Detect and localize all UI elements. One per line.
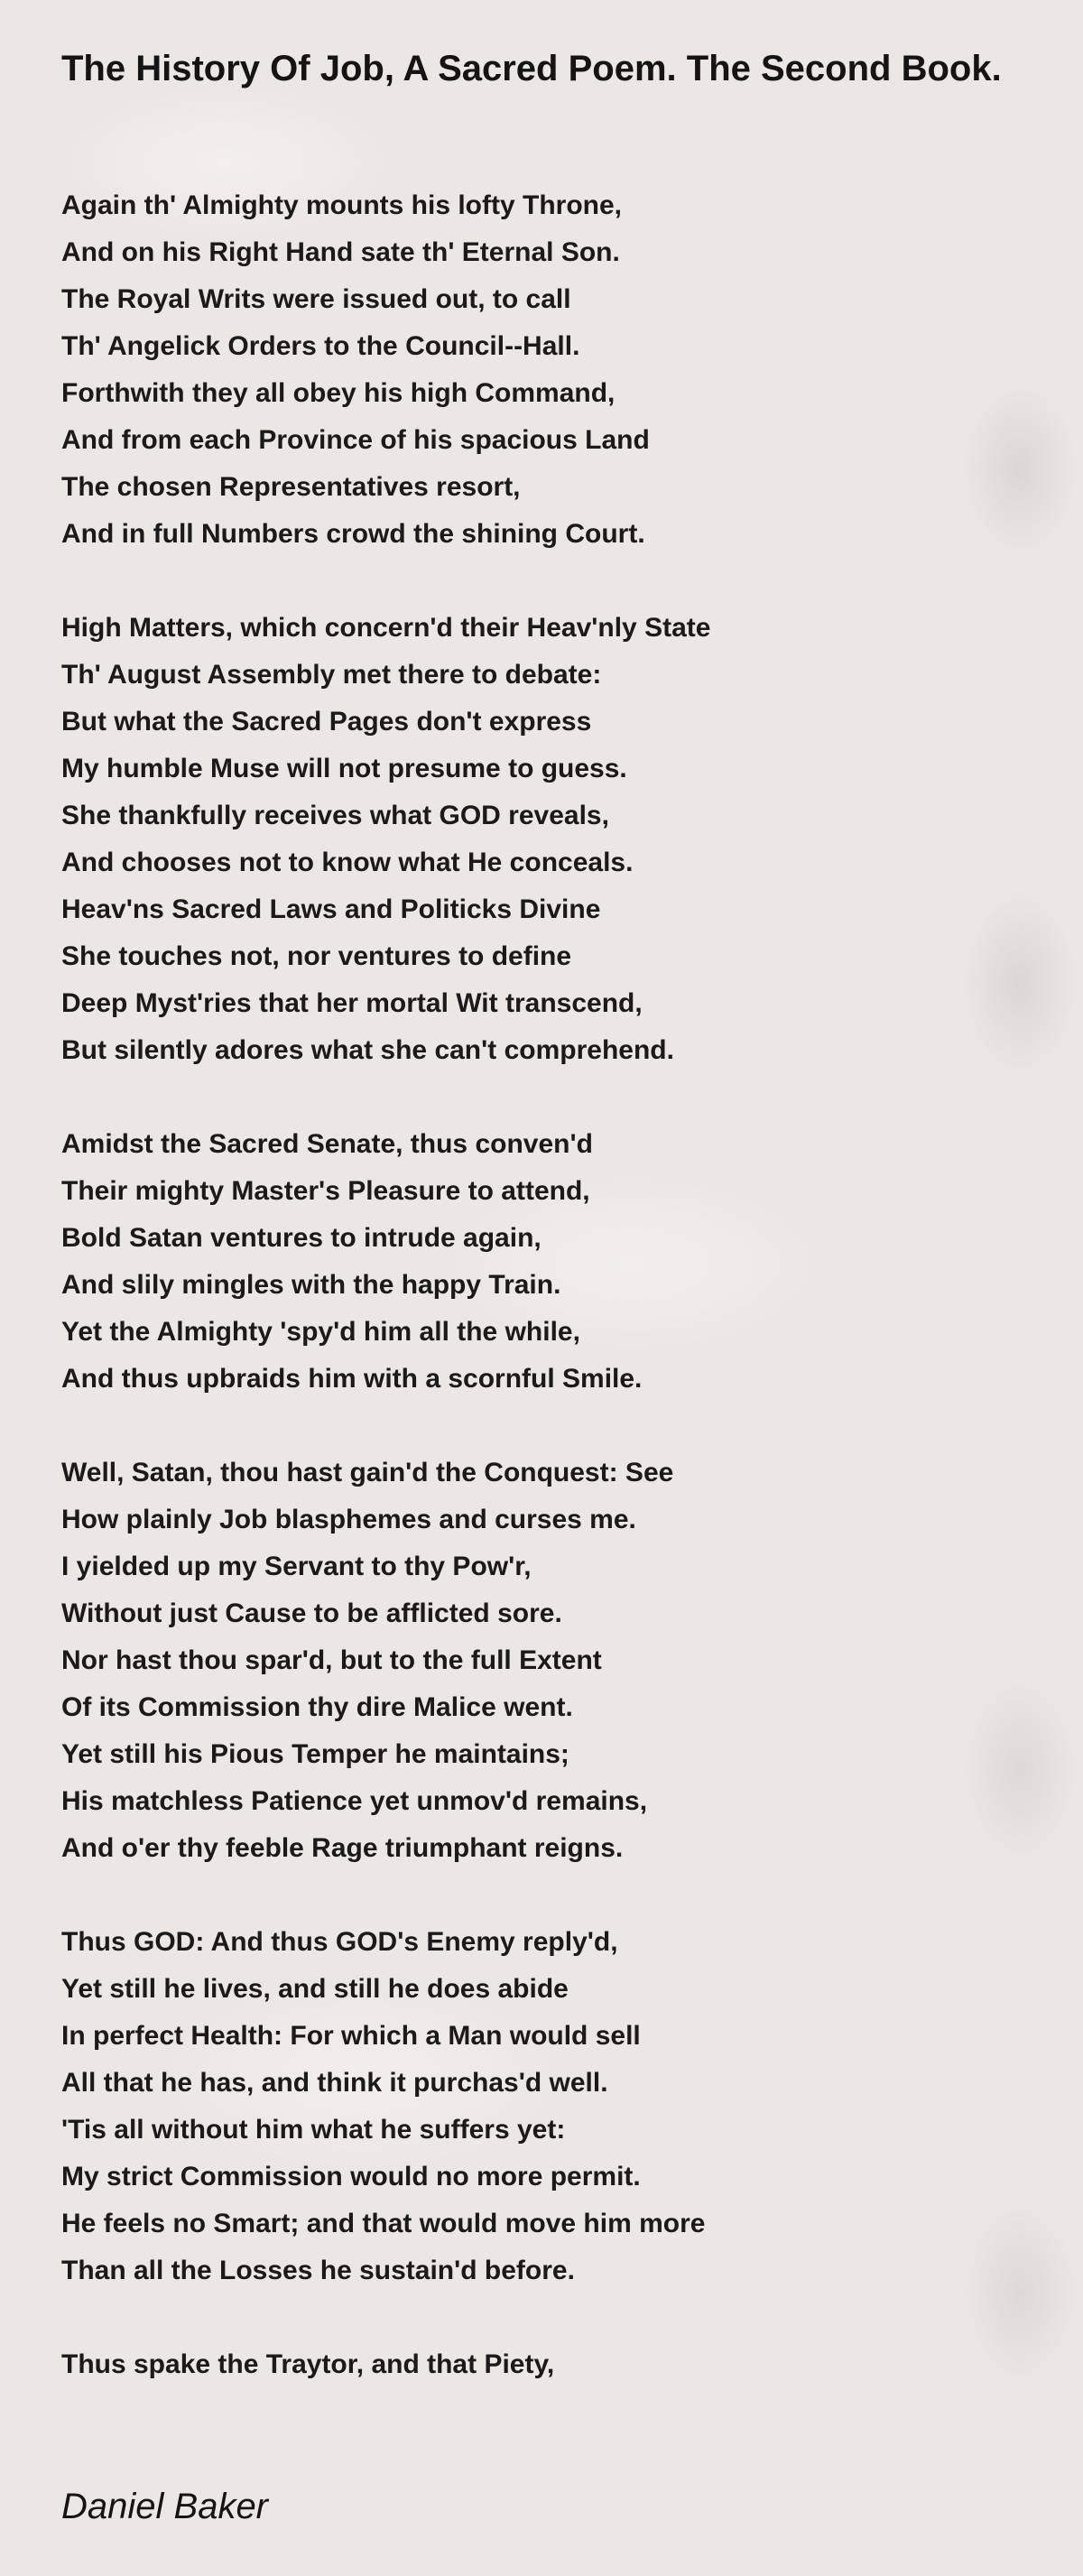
poem-stanza bbox=[61, 605, 1036, 1074]
poem-line: Heav'ns Sacred Laws and Politicks Divine bbox=[61, 894, 601, 924]
poem-line: And from each Province of his spacious Land bbox=[61, 425, 650, 455]
poem-author: Daniel Baker bbox=[61, 2487, 269, 2526]
poem-line: In perfect Health: For which a Man would sell bbox=[61, 2021, 641, 2051]
poem-line: Th' August Assembly met there to debate: bbox=[61, 660, 602, 690]
poem-line: High Matters, which concern'd their Heav'nly State bbox=[61, 613, 711, 643]
poem-line: And on his Right Hand sate th' Eternal Son. bbox=[61, 237, 620, 267]
poem-line: Thus GOD: And thus GOD's Enemy reply'd, bbox=[61, 1927, 618, 1957]
poem-line: 'Tis all without him what he suffers yet: bbox=[61, 2115, 566, 2145]
poem-line: And o'er thy feeble Rage triumphant reigns. bbox=[61, 1833, 624, 1863]
poem-line: And thus upbraids him with a scornful Smile. bbox=[61, 1364, 643, 1394]
poem-line: Nor hast thou spar'd, but to the full Extent bbox=[61, 1645, 602, 1675]
poem-stanza bbox=[61, 1919, 1036, 2294]
poem-body bbox=[61, 182, 1036, 2435]
poem-line: She thankfully receives what GOD reveals, bbox=[61, 801, 609, 830]
poem-line: Amidst the Sacred Senate, thus conven'd bbox=[61, 1129, 593, 1159]
poem-stanza bbox=[61, 2341, 1036, 2388]
poem-stanza bbox=[61, 1450, 1036, 1872]
poem-line: She touches not, nor ventures to define bbox=[61, 941, 572, 971]
poem-stanza bbox=[61, 1121, 1036, 1403]
poem-line: Than all the Losses he sustain'd before. bbox=[61, 2256, 575, 2285]
poem-line: Thus spake the Traytor, and that Piety, bbox=[61, 2349, 555, 2379]
poem-line: My strict Commission would no more permit. bbox=[61, 2162, 641, 2191]
poem-stanza bbox=[61, 182, 1036, 558]
poem-line: The chosen Representatives resort, bbox=[61, 472, 521, 502]
poem-line: The Royal Writs were issued out, to call bbox=[61, 284, 571, 314]
poem-line: And slily mingles with the happy Train. bbox=[61, 1270, 561, 1300]
poem-line: Forthwith they all obey his high Command, bbox=[61, 378, 616, 408]
poem-line: Th' Angelick Orders to the Council--Hall. bbox=[61, 331, 580, 361]
poem-line: Of its Commission thy dire Malice went. bbox=[61, 1692, 573, 1722]
poem-line: Well, Satan, thou hast gain'd the Conquest: See bbox=[61, 1458, 674, 1487]
poem-line: His matchless Patience yet unmov'd remains, bbox=[61, 1786, 648, 1816]
poem-line: Bold Satan ventures to intrude again, bbox=[61, 1223, 542, 1253]
poem-line: Their mighty Master's Pleasure to attend, bbox=[61, 1176, 590, 1206]
poem-line: But silently adores what she can't comprehend. bbox=[61, 1035, 674, 1065]
poem-line: Yet the Almighty 'spy'd him all the while, bbox=[61, 1317, 580, 1347]
poem-line: Yet still he lives, and still he does abide bbox=[61, 1974, 569, 2004]
poem-line: Deep Myst'ries that her mortal Wit transcend, bbox=[61, 988, 643, 1018]
poem-line: How plainly Job blasphemes and curses me. bbox=[61, 1505, 636, 1534]
poem-line: My humble Muse will not presume to guess. bbox=[61, 754, 627, 783]
poem-line: I yielded up my Servant to thy Pow'r, bbox=[61, 1552, 532, 1581]
poem-title: The History Of Job, A Sacred Poem. The Second Book. bbox=[61, 49, 1002, 88]
poem-line: And in full Numbers crowd the shining Court. bbox=[61, 519, 645, 549]
poem-line: Again th' Almighty mounts his lofty Throne, bbox=[61, 190, 623, 220]
poem-line: He feels no Smart; and that would move him more bbox=[61, 2209, 706, 2238]
poem-line: But what the Sacred Pages don't express bbox=[61, 707, 592, 737]
poem-line: Without just Cause to be afflicted sore. bbox=[61, 1598, 562, 1628]
poem-line: All that he has, and think it purchas'd well. bbox=[61, 2068, 608, 2098]
poem-line: And chooses not to know what He conceals. bbox=[61, 848, 634, 877]
poem-line: Yet still his Pious Temper he maintains; bbox=[61, 1739, 569, 1769]
